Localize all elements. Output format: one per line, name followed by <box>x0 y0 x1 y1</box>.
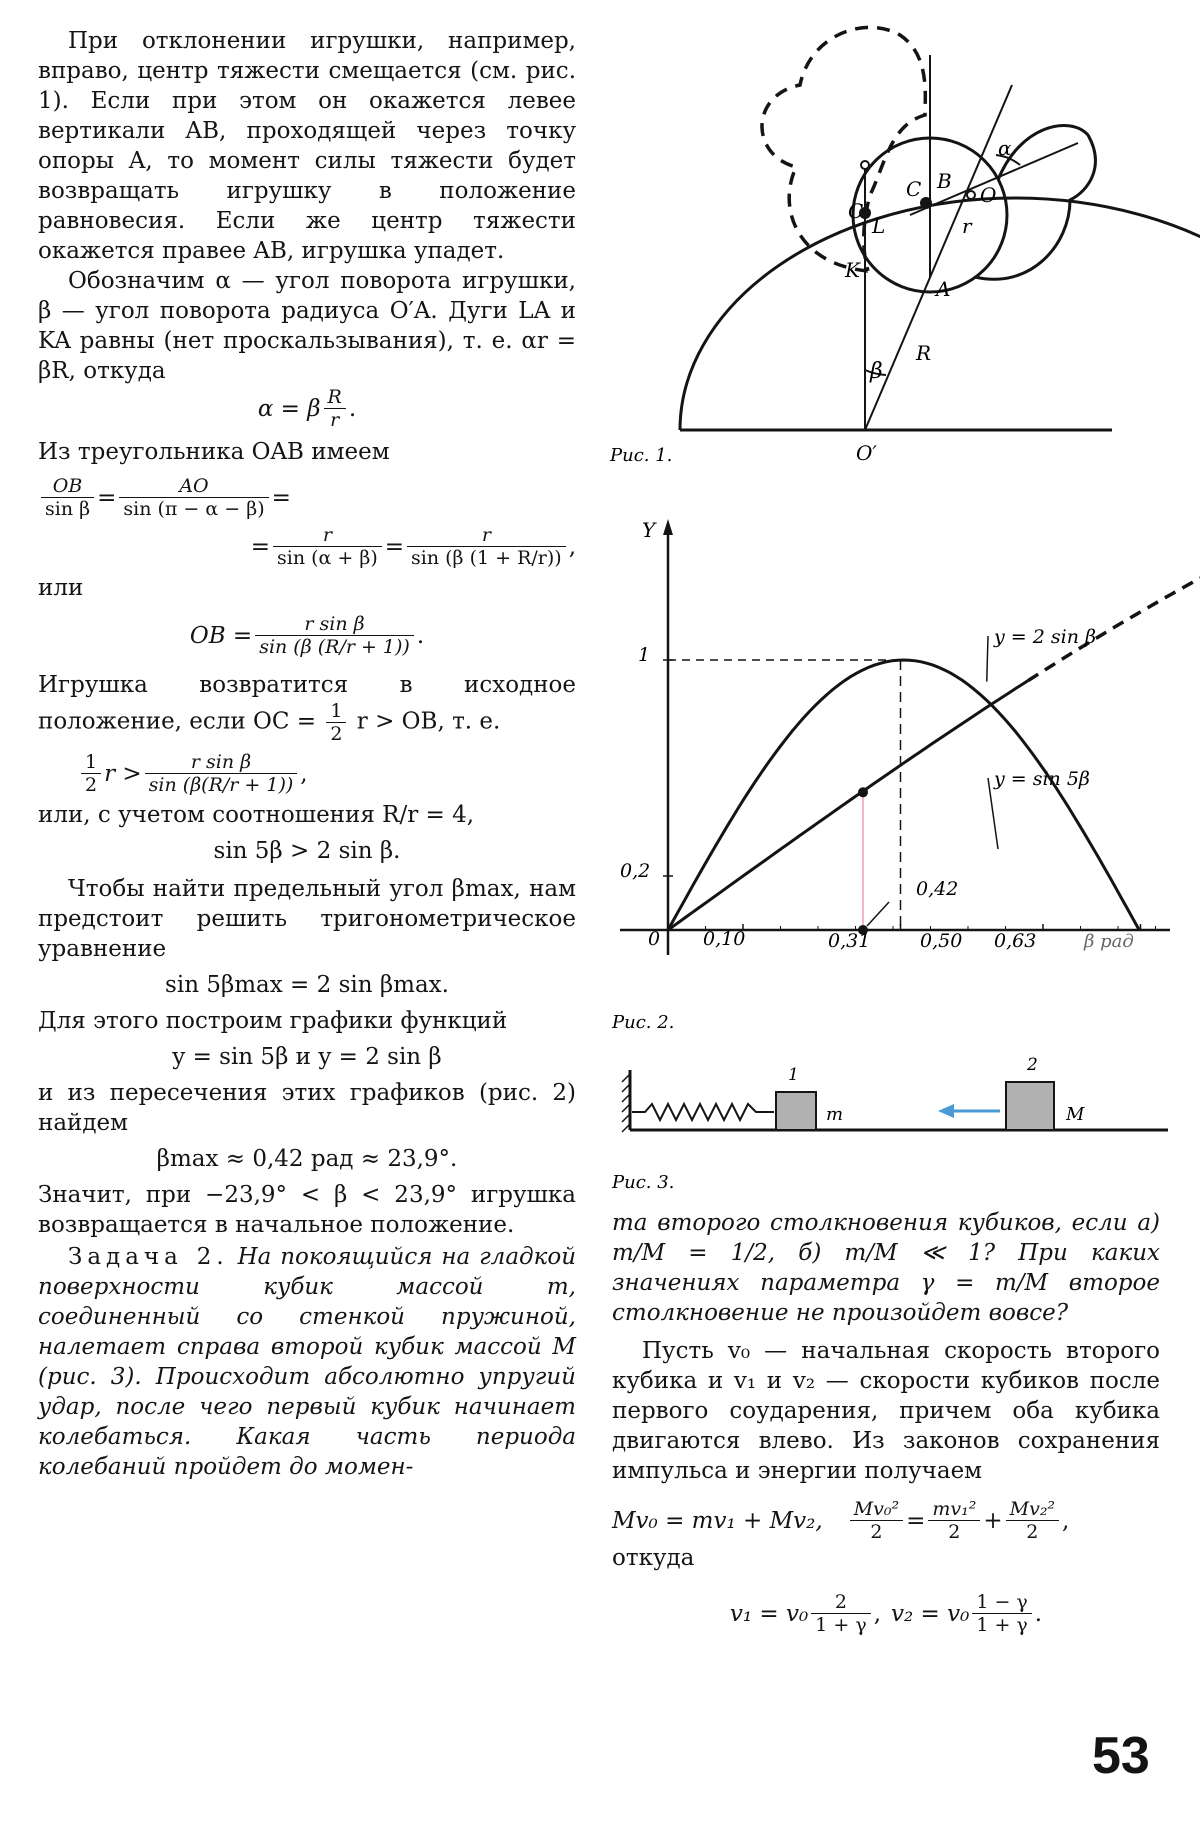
paragraph: Из треугольника OAB имеем <box>38 439 390 465</box>
paragraph: Обозначим α — угол поворота игрушки, β — угол поворота радиуса O′A. Дуги LA и KA равны (нет проскальзывания), т. е. αr = βR, откуда <box>38 268 576 384</box>
figure-1-caption: Рис. 1. <box>610 445 673 466</box>
figure-3-caption: Рис. 3. <box>612 1172 675 1190</box>
equation-ob: OB = $\frac{\text{r sin β}}{\sin (\beta (R/r + 1))}$ . <box>189 613 425 658</box>
figure-1 <box>600 15 1200 475</box>
label-M: M <box>1066 1104 1085 1125</box>
chart-leader-2sin <box>987 636 988 682</box>
chart-tick-02: 0,2 <box>620 860 651 882</box>
label-r-big: R <box>916 341 932 365</box>
label-c-left: C <box>848 199 864 223</box>
equation-velocities: v₁ = v₀ $\frac{2}{1 + \gamma}$ , v₂ = v₀ $\frac{1 - \gamma}{1 + \gamma}$ . <box>729 1591 1043 1636</box>
figure-2-caption: Рис. 2. <box>612 1012 675 1033</box>
equation: βmax ≈ 0,42 рад ≈ 23,9°. <box>156 1146 458 1172</box>
chart-legend-sin5: y = sin 5β <box>994 768 1090 790</box>
paragraph: Пусть v₀ — начальная скорость второго кубика и v₁ и v₂ — скорости кубиков после первого соударения, причем оба кубика двигаются влево. Из законов сохранения импульса и энергии получаем <box>612 1338 1160 1484</box>
task-continuation: та второго столкновения кубиков, если а) m/M = 1/2, б) m/M ≪ 1? При каких значениях параметра γ = m/M второе столкновение не произойдет вовсе? <box>612 1210 1160 1326</box>
chart-x-unit: β рад <box>1084 931 1134 952</box>
label-beta: β <box>870 359 883 384</box>
label-c-right: C <box>906 177 922 201</box>
paragraph: Значит, при −23,9° < β < 23,9° игрушка возвращается в начальное положение. <box>38 1182 576 1238</box>
chart-y-arrow <box>663 519 673 535</box>
equation: sin 5βmax = 2 sin βmax. <box>165 972 449 998</box>
equation: y = sin 5β и y = 2 sin β <box>172 1044 442 1070</box>
radius-line <box>865 85 1012 430</box>
toy-dashed-outline <box>762 27 925 271</box>
figure-3 <box>600 1050 1200 1190</box>
chart-tick-1: 1 <box>638 644 651 666</box>
block-m <box>776 1092 816 1130</box>
chart-series-2sin <box>668 681 1028 930</box>
chart-tick-063: 0,63 <box>994 930 1037 952</box>
figure-2-chart <box>600 515 1200 1035</box>
paragraph: Чтобы найти предельный угол βmax, нам предстоит решить тригонометрическое уравнение <box>38 876 576 962</box>
paragraph: Для этого построим графики функций <box>38 1008 508 1034</box>
paragraph: или, с учетом соотношения R/r = 4, <box>38 802 475 828</box>
right-column <box>612 1208 1160 1636</box>
paragraph: При отклонении игрушки, например, вправо, центр тяжести смещается (см. рис. 1). Если при этом он окажется левее вертикали AB, проходящей через точку опоры A, то момент силы тяжести будет возвращать игрушку в положение равновесия. Если же центр тяжести окажется правее AB, игрушка упадет. <box>38 28 576 264</box>
page-number: 53 <box>1092 1727 1150 1785</box>
equation-alpha: α = β $\frac{R}{r}$ . <box>257 386 357 431</box>
label-a: A <box>936 277 951 301</box>
label-b: B <box>937 169 952 193</box>
paragraph: или <box>38 575 84 601</box>
equation-triangle: $\frac{OB}{\text{sin β}}$ = $\frac{AO}{\sin (\pi - \alpha - \beta)}$ = = $\frac{r}{\sin (\alpha + \beta)}$ = $\frac{r}{\sin (\beta (1 + R/r))}$ , <box>38 475 576 569</box>
left-column <box>38 26 576 1482</box>
chart-tick-010: 0,10 <box>703 928 746 950</box>
label-k: K <box>845 258 860 282</box>
label-r-small: r <box>962 214 972 238</box>
chart-tick-050: 0,50 <box>920 930 963 952</box>
chart-leader-042 <box>867 902 889 926</box>
equation-inequality: $\frac{1}{2}$ r > $\frac{\text{r sin β}}{\sin (\beta(R/r + 1))}$ , <box>78 751 576 796</box>
spring <box>632 1104 774 1120</box>
chart-legend-2sin: y = 2 sin β <box>994 626 1096 648</box>
velocity-arrow-head <box>938 1104 954 1118</box>
chart-tick-0: 0 <box>648 928 661 950</box>
label-m: m <box>826 1104 844 1125</box>
chart-y-label: Y <box>642 518 656 542</box>
label-l: L <box>872 214 886 238</box>
label-1: 1 <box>788 1065 799 1085</box>
block-M <box>1006 1082 1054 1130</box>
chart-annotation-042: 0,42 <box>916 878 959 900</box>
task-statement: Задача 2. На покоящийся на гладкой поверхности кубик массой m, соединенный со стенкой пружиной, налетает справа второй кубик массой M (рис. 3). Происходит абсолютно упругий удар, после чего первый кубик начинает колебаться. Какая часть периода колебаний пройдет до момен- <box>38 1244 577 1480</box>
label-2: 2 <box>1027 1055 1038 1075</box>
paragraph: и из пересечения этих графиков (рис. 2) найдем <box>38 1080 576 1136</box>
paragraph: Игрушка возвратится в исходное положение, если OC = $\frac{1}{2}$ r > OB, т. е. <box>38 672 576 745</box>
label-o: O <box>980 183 997 207</box>
chart-series-sin5 <box>668 660 1139 930</box>
chart-tick-031: 0,31 <box>828 930 871 952</box>
paragraph: откуда <box>612 1545 695 1571</box>
ground-semicircle <box>680 198 1200 430</box>
equation-conservation: Mv₀ = mv₁ + Mv₂, $\frac{\text{Mv₀²}}{2}$ = $\frac{\text{mv₁²}}{2}$ + $\frac{\text{Mv₂²}}{2}$ , <box>612 1498 1070 1543</box>
chart-intersection-point <box>858 787 868 797</box>
label-alpha: α <box>998 136 1012 160</box>
equation: sin 5β > 2 sin β. <box>213 838 401 864</box>
label-o-prime: O′ <box>856 441 877 465</box>
